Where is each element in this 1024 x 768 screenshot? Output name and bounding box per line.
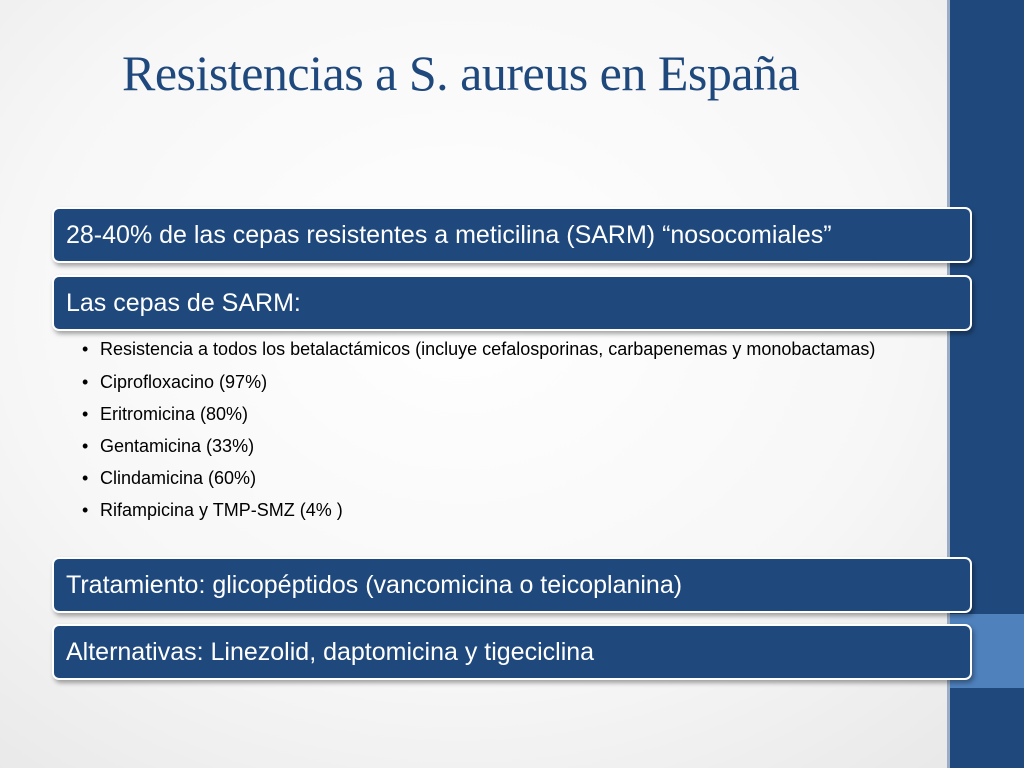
list-item-text: Rifampicina y TMP-SMZ (4% ) [100, 500, 343, 520]
resistance-list [78, 338, 888, 531]
band-sarm-percentage: 28-40% de las cepas resistentes a meticilina (SARM) “nosocomiales” [52, 207, 972, 263]
list-item [78, 499, 888, 521]
slide-title: Resistencias a S. aureus en España [122, 45, 800, 101]
list-item [78, 371, 888, 393]
band-alternatives: Alternativas: Linezolid, daptomicina y tigeciclina [52, 624, 972, 680]
list-item [78, 338, 888, 360]
band-treatment: Tratamiento: glicopéptidos (vancomicina o teicoplanina) [52, 557, 972, 613]
bullet-dot: • [82, 404, 89, 424]
list-item-text: Clindamicina (60%) [100, 468, 257, 488]
list-item-text: Gentamicina (33%) [100, 436, 255, 456]
list-item [78, 435, 888, 457]
bullet-dot: • [82, 436, 89, 456]
bullet-dot: • [82, 468, 89, 488]
list-item-text: Resistencia a todos los betalactámicos (incluye cefalosporinas, carbapenemas y monobactamas) [100, 339, 876, 359]
band-sarm-strains: Las cepas de SARM: [52, 275, 972, 331]
list-item [78, 467, 888, 489]
bullet-dot: • [82, 372, 89, 392]
bullet-dot: • [82, 500, 89, 520]
list-item [78, 403, 888, 425]
list-item-text: Eritromicina (80%) [100, 404, 249, 424]
list-item-text: Ciprofloxacino (97%) [100, 372, 268, 392]
bullet-dot: • [82, 339, 89, 359]
